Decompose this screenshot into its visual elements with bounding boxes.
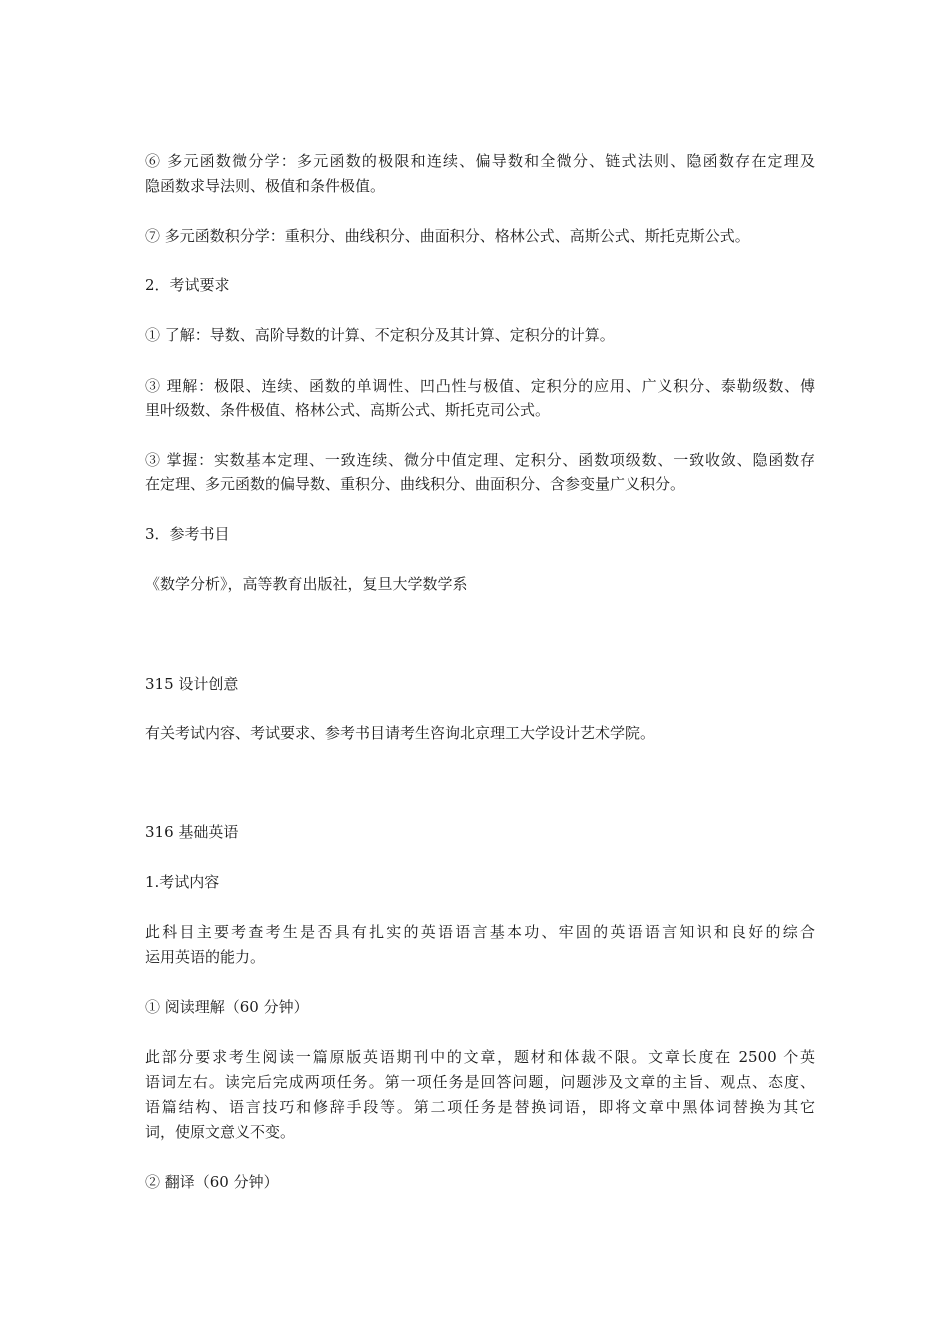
text-line: ③ 掌握：实数基本定理、一致连续、微分中值定理、定积分、函数项级数、一致收敛、隐函数存 bbox=[145, 451, 815, 469]
text-line: 语篇结构、语言技巧和修辞手段等。第二项任务是替换词语，即将文章中黑体词替换为其它 bbox=[145, 1098, 815, 1116]
text-line: 词，使原文意义不变。 bbox=[145, 1123, 296, 1141]
text-line: 此部分要求考生阅读一篇原版英语期刊中的文章，题材和体裁不限。文章长度在 2500 个英 bbox=[145, 1048, 815, 1066]
text-line: ③ 理解：极限、连续、函数的单调性、凹凸性与极值、定积分的应用、广义积分、泰勒级数、傅 bbox=[145, 377, 815, 395]
text-line: 隐函数求导法则、极值和条件极值。 bbox=[145, 177, 386, 195]
text-line: 语词左右。读完后完成两项任务。第一项任务是回答问题，问题涉及文章的主旨、观点、态度、 bbox=[145, 1073, 815, 1091]
text-line: 里叶级数、条件极值、格林公式、高斯公式、斯托克司公式。 bbox=[145, 401, 551, 419]
section-heading: 1.考试内容 bbox=[145, 873, 220, 891]
text-line: 运用英语的能力。 bbox=[145, 948, 266, 966]
text-line: 有关考试内容、考试要求、参考书目请考生咨询北京理工大学设计艺术学院。 bbox=[145, 724, 656, 742]
text-line: ⑥ 多元函数微分学：多元函数的极限和连续、偏导数和全微分、链式法则、隐函数存在定理及 bbox=[145, 152, 815, 170]
section-heading: 3．参考书目 bbox=[145, 525, 230, 543]
subject-heading: 315 设计创意 bbox=[145, 675, 239, 693]
section-heading: 2．考试要求 bbox=[145, 276, 230, 294]
text-line: 在定理、多元函数的偏导数、重积分、曲线积分、曲面积分、含参变量广义积分。 bbox=[145, 475, 686, 493]
text-line: 此科目主要考查考生是否具有扎实的英语语言基本功、牢固的英语语言知识和良好的综合 bbox=[145, 923, 815, 941]
text-line: ① 了解：导数、高阶导数的计算、不定积分及其计算、定积分的计算。 bbox=[145, 326, 615, 344]
text-line: ⑦ 多元函数积分学：重积分、曲线积分、曲面积分、格林公式、高斯公式、斯托克斯公式。 bbox=[145, 227, 750, 245]
subject-heading: 316 基础英语 bbox=[145, 823, 239, 841]
text-line: 《数学分析》，高等教育出版社，复旦大学数学系 bbox=[145, 575, 468, 593]
text-line: ① 阅读理解（60 分钟） bbox=[145, 998, 309, 1016]
text-line: ② 翻译（60 分钟） bbox=[145, 1173, 279, 1191]
